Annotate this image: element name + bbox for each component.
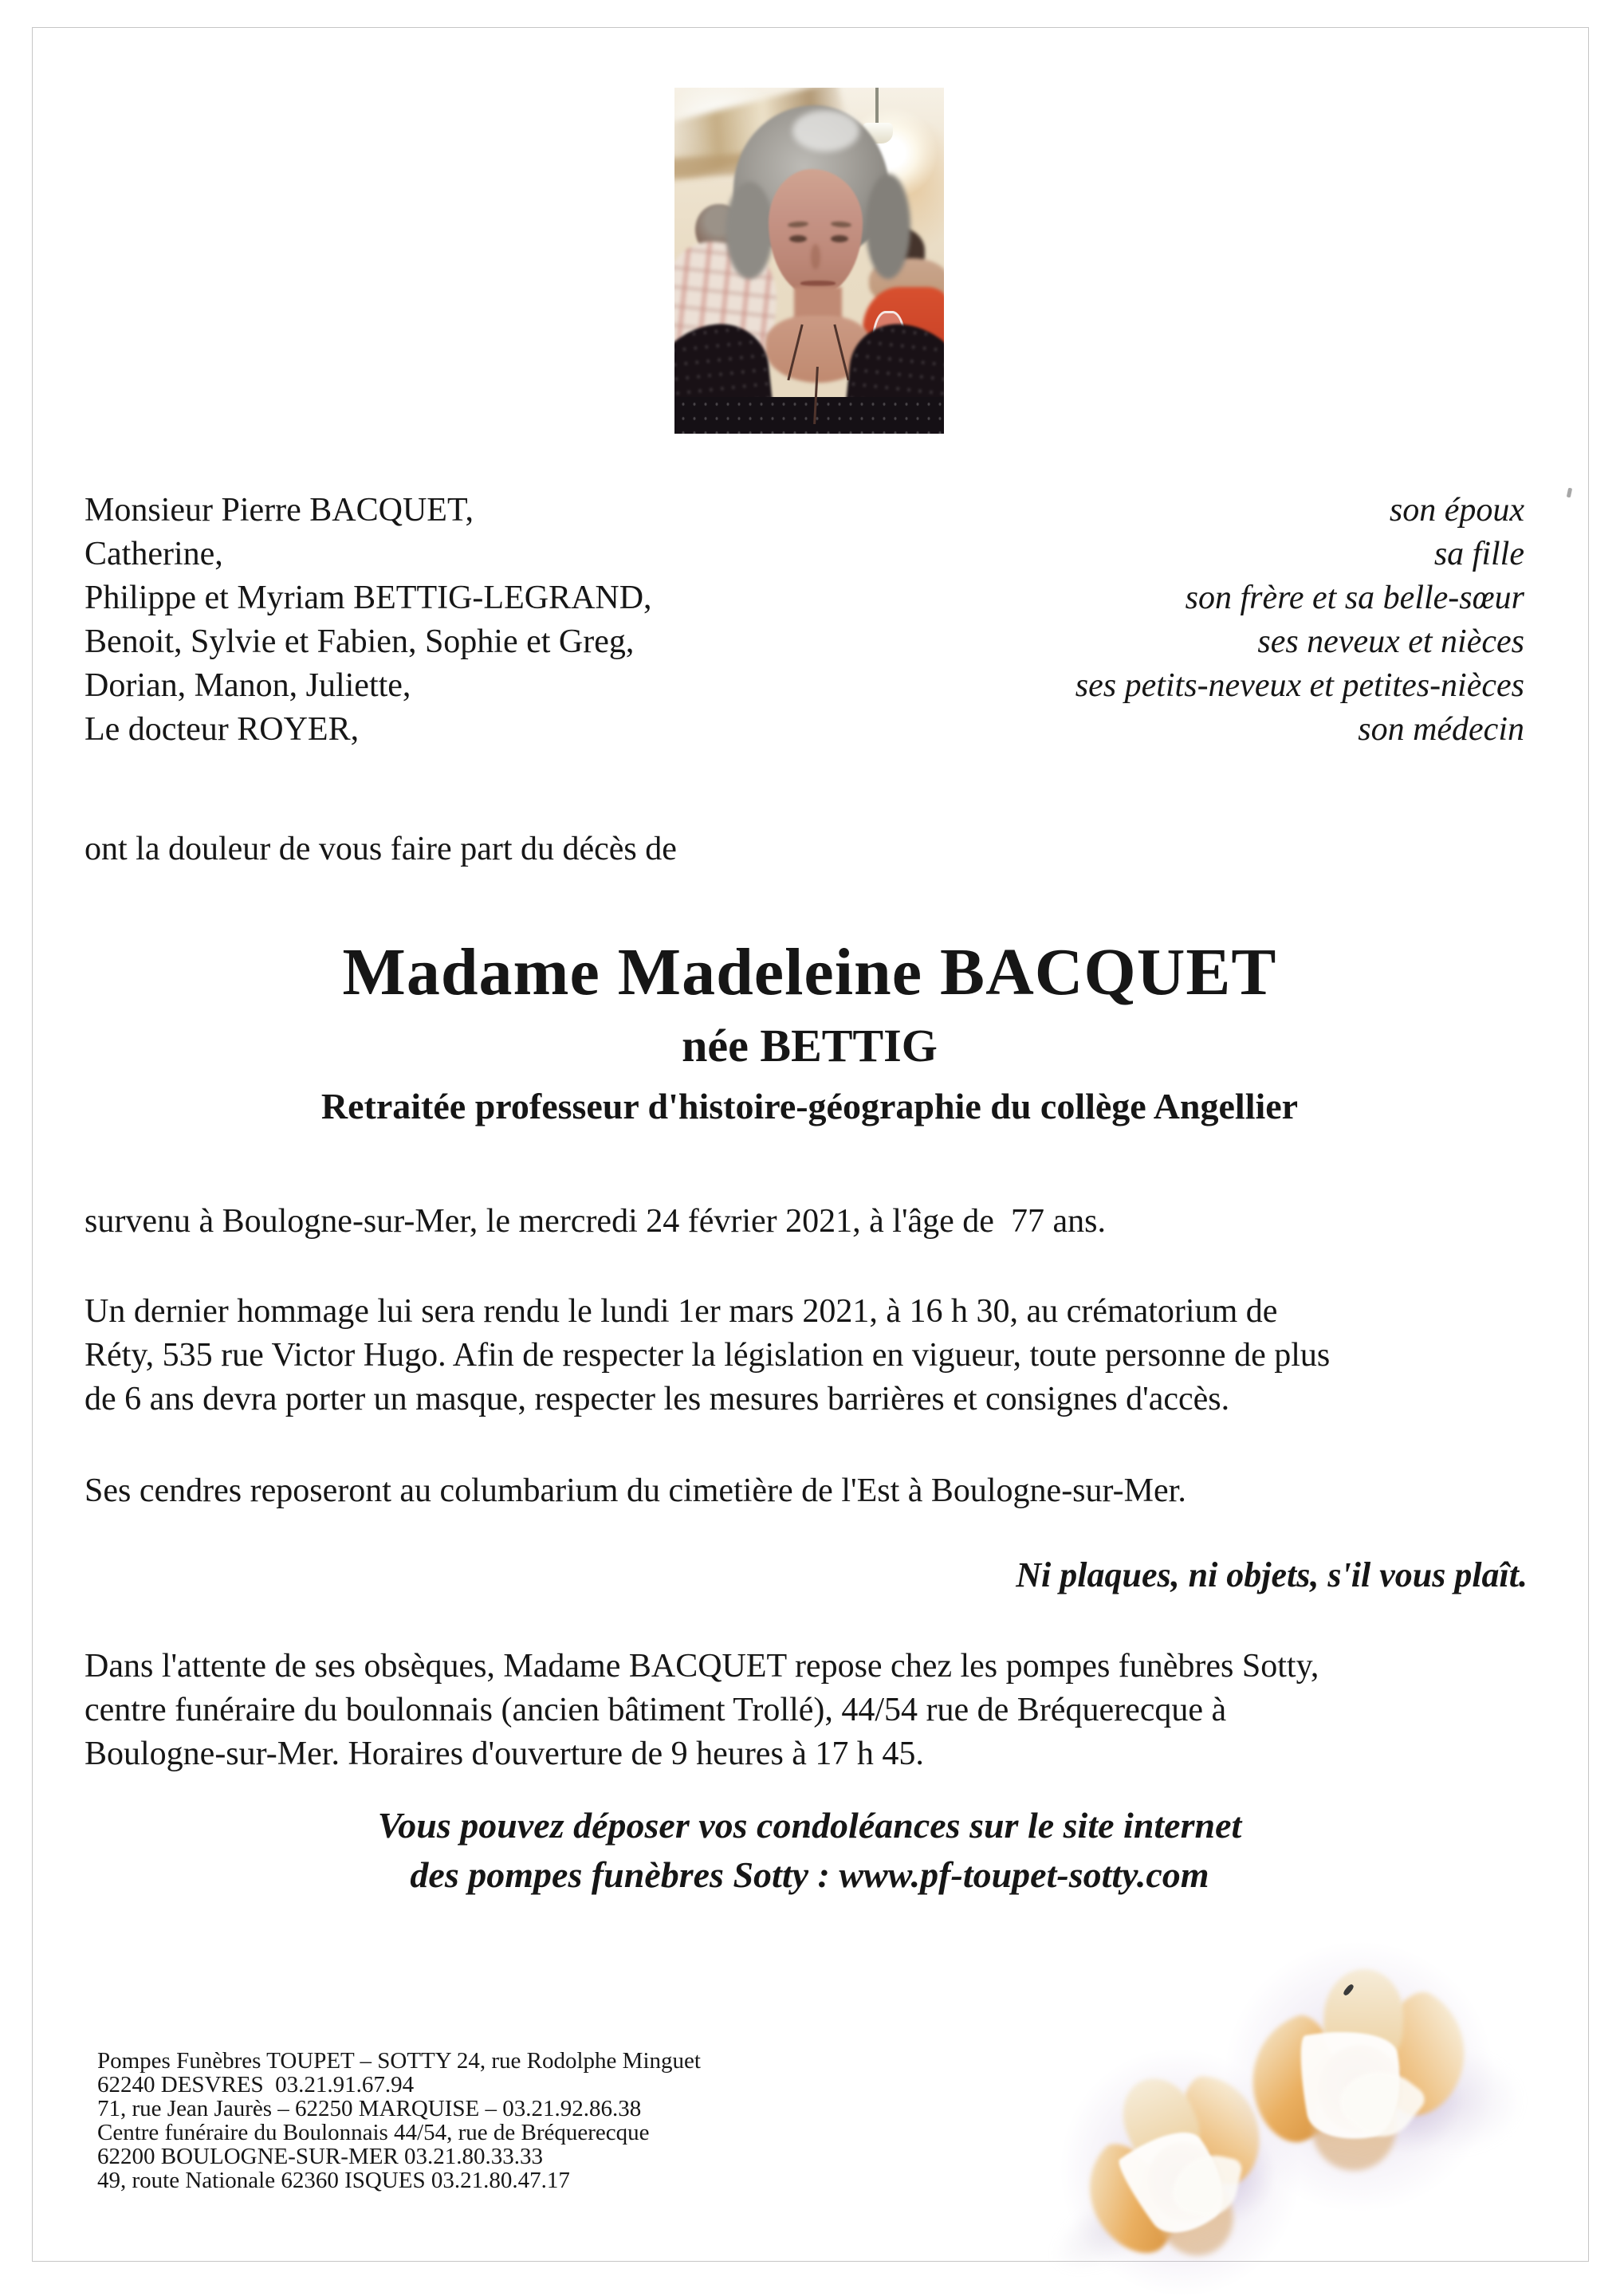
repose-details-line: centre funéraire du boulonnais (ancien bâtiment Trollé), 44/54 rue de Bréquerecque à — [85, 1692, 1227, 1728]
photo-lamp-cord — [875, 88, 879, 124]
family-list — [85, 489, 1524, 752]
family-row — [85, 576, 1524, 620]
profession-line: Retraitée professeur d'histoire-géographie du collège Angellier — [320, 1086, 1299, 1126]
family-name: Catherine, — [85, 536, 223, 572]
announcement-line: ont la douleur de vous faire part du décès de — [85, 831, 677, 867]
photo-subject-hair-right — [866, 174, 910, 279]
family-name: Philippe et Myriam BETTIG-LEGRAND, — [85, 580, 652, 616]
family-relation: son époux — [1389, 492, 1524, 529]
address-line: 62200 BOULOGNE-SUR-MER 03.21.80.33.33 — [97, 2144, 544, 2169]
family-row — [85, 664, 1524, 708]
family-row — [85, 708, 1524, 752]
photo-subject-hair-left — [725, 182, 773, 279]
family-name: Benoit, Sylvie et Fabien, Sophie et Greg, — [85, 623, 635, 660]
repose-details-line: Dans l'attente de ses obsèques, Madame BACQUET repose chez les pompes funèbres Sotty, — [85, 1648, 1319, 1685]
orchid-decoration — [1020, 1937, 1531, 2272]
address-line: 62240 DESVRES 03.21.91.67.94 — [97, 2072, 415, 2097]
ceremony-details-line: Réty, 535 rue Victor Hugo. Afin de respecter la législation en vigueur, toute personne de plus — [85, 1337, 1331, 1374]
address-line: 49, route Nationale 62360 ISQUES 03.21.80.47.17 — [97, 2168, 570, 2193]
no-flowers-note: Ni plaques, ni objets, s'il vous plaît. — [1016, 1555, 1528, 1594]
address-line: Pompes Funèbres TOUPET – SOTTY 24, rue Rodolphe Minguet — [97, 2048, 701, 2074]
family-name: Dorian, Manon, Juliette, — [85, 667, 411, 704]
funeral-home-addresses — [97, 2049, 701, 2192]
ceremony-details-line: de 6 ans devra porter un masque, respecter les mesures barrières et consignes d'accès. — [85, 1381, 1230, 1417]
family-relation: son frère et sa belle-sœur — [1185, 580, 1524, 616]
repose-details — [85, 1645, 1529, 1776]
portrait-photo — [674, 88, 944, 434]
deceased-name: Madame Madeleine BACQUET — [342, 935, 1277, 1009]
photo-subject-mouth — [800, 281, 836, 286]
condolences-line-1: Vous pouvez déposer vos condoléances sur le site internet — [377, 1805, 1242, 1846]
family-relation: sa fille — [1433, 536, 1524, 572]
orchid-flower-right — [1247, 1964, 1472, 2189]
condolences-line-2: des pompes funèbres Sotty : www.pf-toupet-sotty.com — [410, 1854, 1209, 1895]
address-line: 71, rue Jean Jaurès – 62250 MARQUISE – 03.21.92.86.38 — [97, 2096, 642, 2121]
address-line: Centre funéraire du Boulonnais 44/54, rue de Bréquerecque — [97, 2120, 650, 2145]
family-name: Le docteur ROYER, — [85, 711, 360, 748]
photo-subject-black-top-bottom — [674, 397, 944, 434]
family-relation: ses neveux et nièces — [1257, 623, 1524, 660]
family-row — [85, 489, 1524, 533]
repose-details-line: Boulogne-sur-Mer. Horaires d'ouverture de 9 heures à 17 h 45. — [85, 1736, 924, 1772]
death-details: survenu à Boulogne-sur-Mer, le mercredi 24 février 2021, à l'âge de 77 ans. — [85, 1203, 1106, 1240]
photo-subject-eye-right — [831, 235, 848, 242]
ceremony-details-line: Un dernier hommage lui sera rendu le lundi 1er mars 2021, à 16 h 30, au crématorium de — [85, 1293, 1278, 1330]
family-row — [85, 533, 1524, 576]
family-relation: ses petits-neveux et petites-nièces — [1075, 667, 1524, 704]
family-name: Monsieur Pierre BACQUET, — [85, 492, 474, 529]
scan-speck — [1567, 488, 1572, 498]
photo-subject-hair-highlight — [792, 110, 859, 151]
ceremony-details — [85, 1290, 1529, 1421]
ashes-details: Ses cendres reposeront au columbarium du cimetière de l'Est à Boulogne-sur-Mer. — [85, 1472, 1186, 1509]
family-row — [85, 620, 1524, 664]
family-relation: son médecin — [1358, 711, 1524, 748]
photo-subject-nose-shadow — [811, 244, 820, 269]
maiden-name: née BETTIG — [682, 1020, 938, 1071]
photo-subject-eye-left — [789, 235, 807, 242]
